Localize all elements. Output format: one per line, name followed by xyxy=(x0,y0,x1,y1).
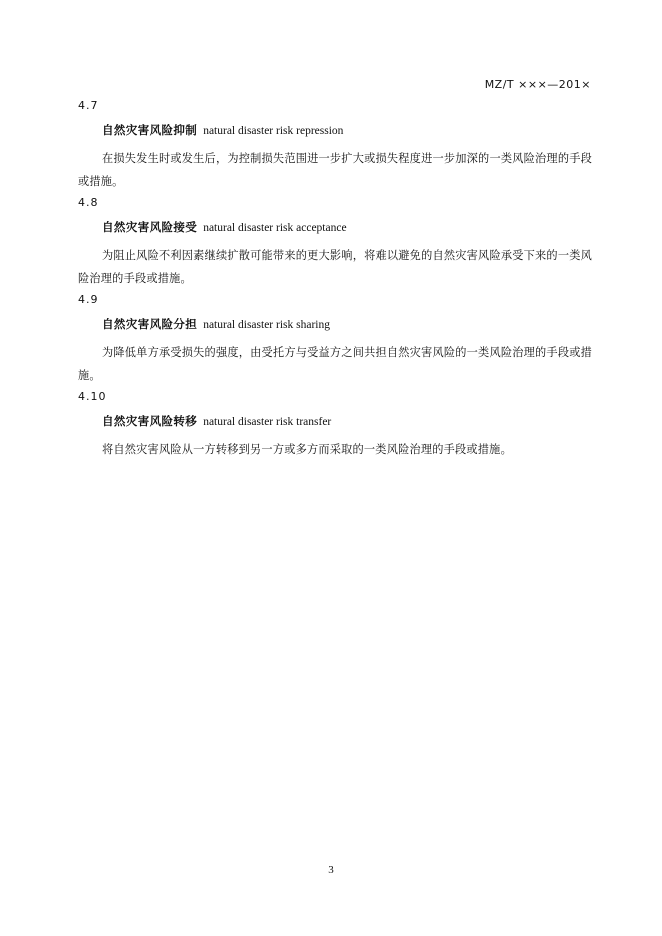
term-english: natural disaster risk repression xyxy=(203,125,344,137)
term-definition: 在损失发生时或发生后，为控制损失范围进一步扩大或损失程度进一步加深的一类风险治理的手段或措施。 xyxy=(78,152,592,188)
term-heading xyxy=(78,217,592,238)
clause-number: 4.9 xyxy=(78,293,99,306)
standard-code-header: MZ/T ×××—201× xyxy=(484,78,591,91)
term-chinese: 自然灾害风险转移 xyxy=(102,414,198,428)
document-body xyxy=(78,96,592,461)
term-english: natural disaster risk transfer xyxy=(203,416,332,428)
term-chinese: 自然灾害风险接受 xyxy=(102,220,198,234)
term-definition: 为降低单方承受损失的强度，由受托方与受益方之间共担自然灾害风险的一类风险治理的手段或措施。 xyxy=(78,346,592,382)
term-heading xyxy=(78,411,592,432)
term-entry-4-10 xyxy=(78,387,592,461)
term-entry-4-7 xyxy=(78,96,592,193)
term-english: natural disaster risk sharing xyxy=(203,319,330,331)
clause-number: 4.8 xyxy=(78,196,99,209)
clause-number: 4.10 xyxy=(78,390,107,403)
term-entry-4-8 xyxy=(78,193,592,290)
page-number: 3 xyxy=(328,864,334,876)
term-definition: 将自然灾害风险从一方转移到另一方或多方而采取的一类风险治理的手段或措施。 xyxy=(102,443,512,456)
term-chinese: 自然灾害风险抑制 xyxy=(102,123,198,137)
term-definition: 为阻止风险不利因素继续扩散可能带来的更大影响，将难以避免的自然灾害风险承受下来的一类风险治理的手段或措施。 xyxy=(78,249,592,285)
term-heading xyxy=(78,314,592,335)
clause-number: 4.7 xyxy=(78,99,99,112)
term-chinese: 自然灾害风险分担 xyxy=(102,317,198,331)
term-english: natural disaster risk acceptance xyxy=(203,222,347,234)
term-heading xyxy=(78,120,592,141)
term-entry-4-9 xyxy=(78,290,592,387)
